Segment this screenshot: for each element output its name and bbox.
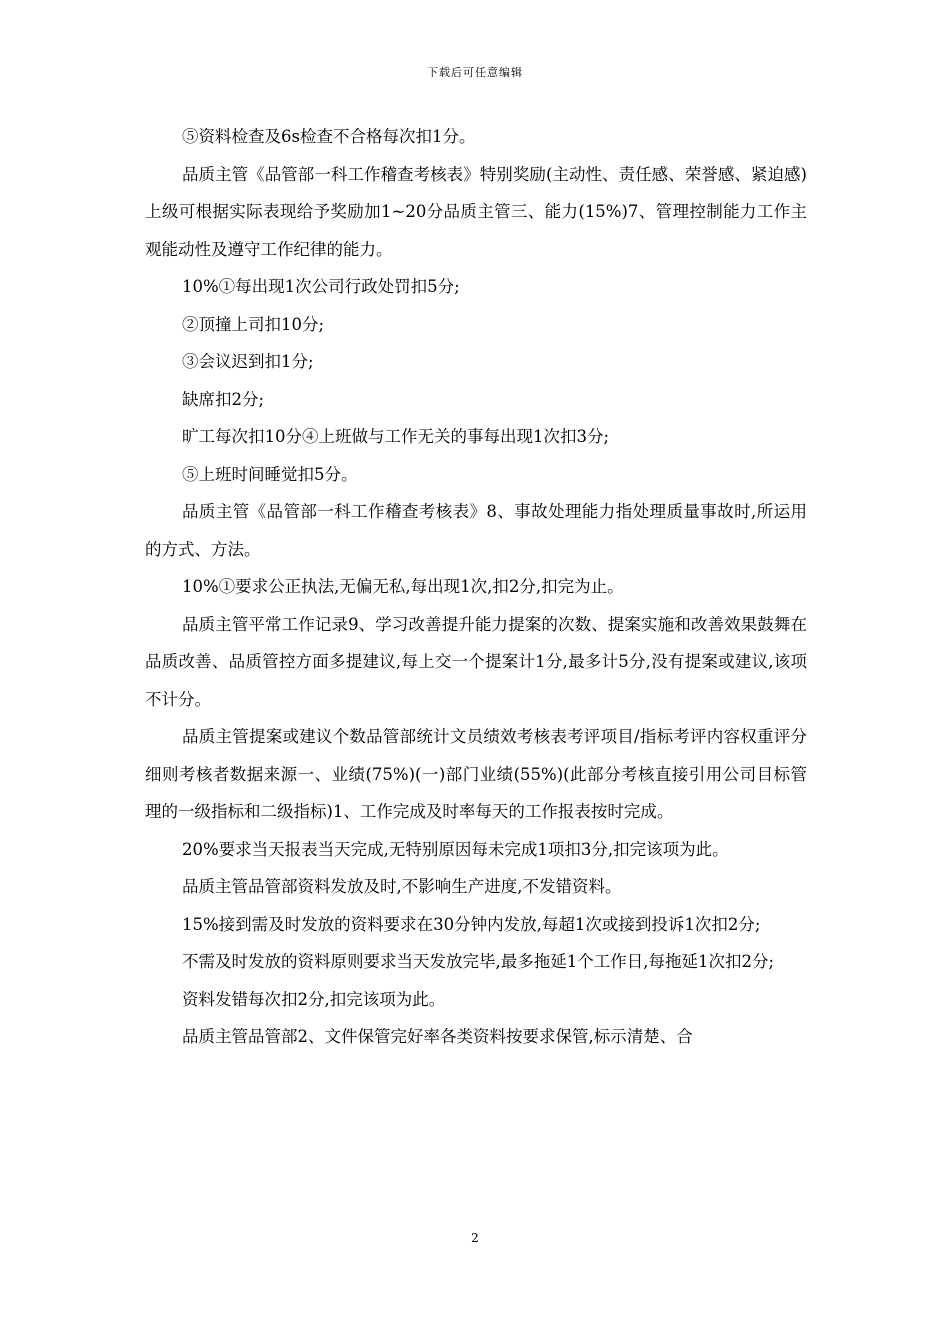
paragraph: 缺席扣2分; [182, 389, 265, 409]
paragraph: 品质主管平常工作记录9、学习改善提升能力提案的次数、提案实施和改善效果鼓舞在品质改善、品质管控方面多提建议,每上交一个提案计1分,最多计5分,没有提案或建议,该项不计分。 [145, 614, 807, 709]
page-number: 2 [471, 1231, 479, 1245]
paragraph: 旷工每次扣10分④上班做与工作无关的事每出现1次扣3分; [182, 427, 610, 446]
paragraph: ⑤资料检查及6s检查不合格每次扣1分。 [182, 127, 476, 146]
page-header: 下载后可任意编辑 [427, 66, 523, 79]
paragraph: 品质主管《品管部一科工作稽查考核表》8、事故处理能力指处理质量事故时,所运用的方式、方法。 [145, 502, 807, 559]
document-body [145, 118, 807, 1056]
paragraph: 10%①要求公正执法,无偏无私,每出现1次,扣2分,扣完为止。 [182, 577, 624, 596]
paragraph: 15%接到需及时发放的资料要求在30分钟内发放,每超1次或接到投诉1次扣2分; [182, 914, 761, 934]
paragraph: 10%①每出现1次公司行政处罚扣5分; [182, 277, 460, 296]
paragraph: 品质主管品管部资料发放及时,不影响生产进度,不发错资料。 [182, 877, 622, 896]
paragraph: ⑤上班时间睡觉扣5分。 [182, 464, 358, 484]
paragraph: 不需及时发放的资料原则要求当天发放完毕,最多拖延1个工作日,每拖延1次扣2分; [182, 952, 775, 971]
paragraph: ③会议迟到扣1分; [182, 352, 314, 371]
paragraph: 品质主管提案或建议个数品管部统计文员绩效考核表考评项目/指标考评内容权重评分细则考核者数据来源一、业绩(75%)(一)部门业绩(55%)(此部分考核直接引用公司目标管理的一级指标和二级指标)1、工作完成及时率每天的工作报表按时完成。 [145, 727, 807, 821]
paragraph: 资料发错每次扣2分,扣完该项为此。 [182, 989, 446, 1009]
paragraph: 20%要求当天报表当天完成,无特别原因每未完成1项扣3分,扣完该项为此。 [182, 839, 729, 859]
paragraph: ②顶撞上司扣10分; [182, 314, 325, 334]
paragraph: 品质主管《品管部一科工作稽查考核表》特别奖励(主动性、责任感、荣誉感、紧迫感)上级可根据实际表现给予奖励加1~20分品质主管三、能力(15%)7、管理控制能力工作主观能动性及遵守工作纪律的能力。 [145, 164, 807, 259]
paragraph: 品质主管品管部2、文件保管完好率各类资料按要求保管,标示清楚、合 [182, 1027, 693, 1046]
